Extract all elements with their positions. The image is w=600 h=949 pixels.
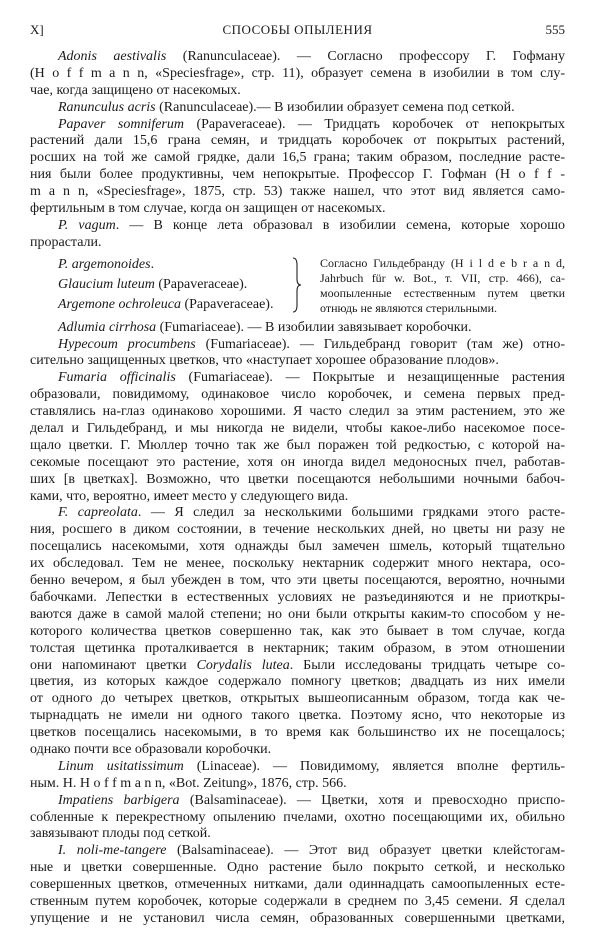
paragraph [30,100,565,117]
text-line [30,860,565,877]
text-run: толстая щетинка проталкивается в нектарник; таким образом, в этом отношении [30,640,565,656]
text-run: (Ranunculaceae). — Согласно профессору Г. Гофману [166,49,565,64]
text-run: ших [в цветках]. Возможно, что цветки посещаются небольшими ночными бабоч- [30,471,565,487]
text-run: (Linaceae). — Повидимому, является вполне фертиль- [183,758,565,774]
running-title: СПОСОБЫ ОПЫЛЕНИЯ [222,22,373,37]
text-run: от одного до четырех цветков, открытых вышеописанным образом, тогда как че- [30,691,565,707]
paragraph [30,505,565,758]
text-line [30,843,565,860]
text-run: (Ranunculaceae).— В изобилии образует семена под сеткой. [155,99,515,115]
text-run: ственным путем коробочек, которые содержали в среднем по 3,45 семени. Я сделал [30,893,565,909]
species-entry [58,275,273,295]
species-name: Argemone ochroleuca [58,296,181,312]
text-run: фертильным в том случае, когда он защищен от насекомых. [30,201,386,217]
text-line [30,489,565,506]
text-line [30,776,565,793]
text-line [30,759,565,776]
paragraph [30,49,565,100]
text-line [30,320,565,337]
text-line [30,573,565,590]
species-name: Ranunculus acris [58,99,156,115]
text-run: росших на той же самой грядке, дали 16,5 грана; таким образом, последние расте- [30,150,565,166]
text-line [30,725,565,742]
text-line [30,607,565,624]
paragraphs-after-block [30,320,565,928]
text-line [30,877,565,894]
text-line [30,100,565,117]
text-line [30,133,565,150]
text-run: (Papaveraceae). [154,276,248,292]
note-line: Jahrbuch für w. Bot., т. VII, стр. 466), са- [320,270,565,285]
paragraph [30,218,565,252]
text-run: их обследовал. Тем не менее, поскольку нектарник содержит много нектара, осо- [30,556,565,572]
text-line [30,404,565,421]
note-line: моопыленные естественным путем цветки [320,285,565,300]
text-run: ваются даже в самой малой степени; но они были открыты каким-то способом у не- [30,606,565,622]
text-run: ния были более продуктивны, чем непокрытые. Профессор Г. Гофман (H o f f - [30,167,565,183]
text-run: бенно вечером, я был убежден в том, что эти цветы посещаются, вероятно, ночными [30,573,565,589]
text-run: ные и цветки совершенные. Одно растение было покрыто сеткой, и несколько [30,860,565,876]
species-name: Glaucium luteum [58,276,155,292]
text-line [30,894,565,911]
text-run: чае, когда защищено от насекомых. [30,82,241,98]
text-run: посещались насекомыми, хотя однажды был замечен шмель, который тщательно [30,539,565,555]
paragraphs-before-block [30,49,565,252]
text-line [30,353,565,370]
paragraph [30,337,565,371]
note-line: Согласно Гильдебранду (H i l d e b r a n d, [320,255,565,270]
text-line [30,49,565,66]
text-line [30,150,565,167]
text-run: образовали, повидимому, одинаковое число коробочек, и семена первых пред- [30,387,565,403]
grouped-species-block [30,255,565,317]
text-line [30,590,565,607]
species-name: Impatiens barbigera [58,792,180,808]
text-run: . — Я следил за несколькими большими грядками этого расте- [137,505,565,521]
text-line [30,793,565,810]
text-line [30,708,565,725]
species-name: Linum usitatissimum [58,758,184,774]
text-run: (Balsaminaceae). — Этот вид образует цветки клейстогам- [166,843,565,859]
text-line [30,184,565,201]
species-list [58,255,273,315]
text-line [30,810,565,827]
species-name: P. vagum [58,217,116,233]
species-entry [58,255,273,275]
paragraph [30,370,565,505]
text-run: ками, что, вероятно, имеет место у следующего вида. [30,488,349,504]
species-name: Fumaria officinalis [58,370,176,386]
species-name: F. capreolata [58,505,138,521]
text-run: совершенных цветков, отмеченных нитками, дали одиннадцать самоопыленных есте- [30,877,565,893]
text-run: тырнадцать не имели ни одного такого цветка. Поэтому ясно, что некоторые из [30,708,565,724]
text-run: однако почти все образовали коробочки. [30,741,272,757]
paragraph [30,793,565,844]
text-run: сительно защищенных цветков, что «наступает хорошее образование плодов». [30,353,499,369]
text-line [30,624,565,641]
text-line [30,691,565,708]
text-run: бабочками. Лепестки в естественных условиях не разъединяются и не приоткры- [30,589,565,605]
text-run: цветков посещались насекомыми, в то время как большинство их не посещалось; [30,725,565,741]
text-run: (Papaveraceae). — Тридцать коробочек от непокрытых [184,116,565,132]
species-name: I. noli-me-tangere [58,843,167,859]
right-brace-icon [292,257,302,313]
text-line [30,66,565,83]
text-line [30,438,565,455]
text-line [30,235,565,252]
text-line [30,387,565,404]
text-run: секомые посещают это растение, хотя он иногда видел медоносных пчел, работав- [30,454,565,470]
species-entry [58,295,273,315]
species-name: Hypecoum procumbens [58,336,196,352]
text-run: (Papaveraceae). [180,296,274,312]
text-run: которого количества цветков совершенно так, как это бывает в том случае, когда [30,623,565,639]
text-run: завязывают плоды под сеткой. [30,826,211,842]
paragraph [30,117,565,218]
text-line [30,472,565,489]
text-line [30,674,565,691]
text-line [30,658,565,675]
text-line [30,826,565,843]
text-run: . Были исследованы тридцать четыре со- [289,657,565,673]
text-line [30,218,565,235]
text-run: прорастали. [30,234,102,250]
text-run: (Fumariaceae). — Покрытые и незащищенные растения [175,370,566,386]
text-line [30,83,565,100]
text-run: m a n n, «Speciesfrage», 1875, стр. 53) также нашел, что этот вид является само- [30,184,565,200]
text-line [30,370,565,387]
species-name: Papaver somniferum [58,116,184,132]
text-line [30,167,565,184]
text-run: ставлялись на-глаз одинаково хорошими. Я часто следил за этим растением, это же [30,404,565,420]
text-run: растений дали 15,6 грана семян, и тридцать коробочек от покрытых растений, [30,133,565,149]
text-run: ния, росшего в диком состоянии, в течение нескольких дней, но цветы ни разу не [30,522,565,538]
text-run: (H o f f m a n n, «Speciesfrage», стр. 11), образует семена в изобилии в том слу- [30,65,565,81]
running-header [30,22,565,40]
hildebrand-note [320,256,565,316]
chapter-number: X] [30,22,44,37]
text-line [30,337,565,354]
text-line [30,556,565,573]
text-run: (Fumariaceae). — В изобилии завязывает коробочки. [156,319,472,335]
paragraph [30,843,565,927]
text-run: . [150,256,155,272]
text-run: (Fumariaceae). — Гильдебранд говорит (там же) отно- [195,336,566,352]
text-line [30,421,565,438]
text-line [30,911,565,928]
page-number: 555 [545,22,565,37]
text-run: цветия, из которых каждое содержало помногу цветков; двадцать из них имели [30,674,565,690]
text-line [30,505,565,522]
text-run: делал и Гильдебранд, и мы никогда не видели, чтобы какое-либо насекомое посе- [30,421,565,437]
paragraph [30,320,565,337]
text-line [30,117,565,134]
species-name: P. argemonoides [58,256,151,272]
text-line [30,641,565,658]
text-line [30,522,565,539]
text-run: собленные к перекрестному опылению пчелами, охотно посещающими их, обильно [30,809,565,825]
text-line [30,539,565,556]
note-line: отнюдь не являются стерильными. [320,300,498,315]
text-line [30,201,565,218]
text-run: щало цветки. Г. Мюллер точно так же был поражен той редкостью, с которой на- [30,437,565,453]
paragraph [30,759,565,793]
species-name: Corydalis lutea [196,657,290,673]
text-run: упущение и не установил числа семян, образованных совершенными цветками, [30,910,565,926]
text-run: (Balsaminaceae). — Цветки, хотя и превосходно приспо- [179,792,565,808]
text-line [30,742,565,759]
species-name: Adlumia cirrhosa [58,319,157,335]
text-line [30,455,565,472]
text-run: они напоминают цветки [30,657,197,673]
page-body [30,49,565,928]
text-run: ным. H. H o f f m a n n, «Bot. Zeitung», 1876, стр. 566. [30,775,347,791]
species-name: Adonis aestivalis [58,49,167,64]
text-run: . — В конце лета образовал в изобилии семена, которые хорошо [115,217,565,233]
